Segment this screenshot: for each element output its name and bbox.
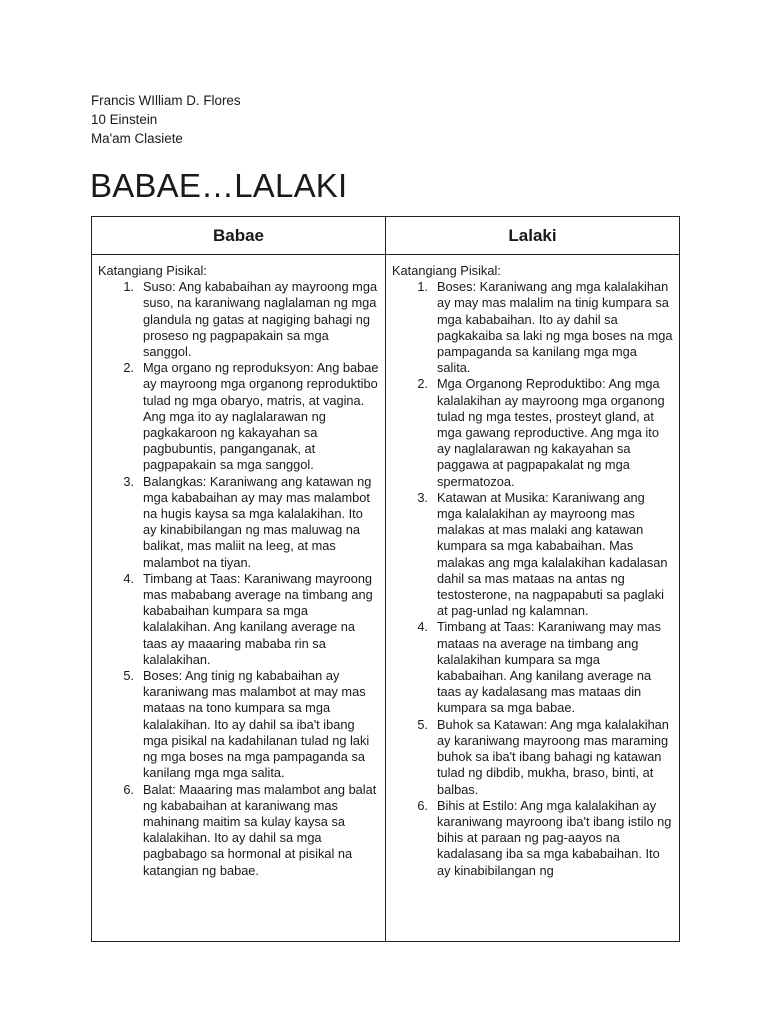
list-number: 3. — [417, 489, 428, 505]
column-header-babae: Babae — [92, 217, 386, 255]
list-text: Timbang at Taas: Karaniwang mayroong mas mababang average na timbang ang kababaihan kumpara sa mga kalalakihan. Ang kanilang average na taas ay maaaring mababa rin sa kalalakihan. — [143, 570, 373, 667]
list-text: Boses: Ang tinig ng kababaihan ay karaniwang mas malambot at may mas mataas na tono kumpara sa mga kalalakihan. Ito ay dahil sa iba't ibang mga pisikal na kadahilanan tulad ng laki ng mga boses na mga pampaganda sa kanilang mga mga salita. — [143, 668, 370, 781]
list-number: 1. — [417, 279, 428, 295]
table-header-row — [92, 217, 680, 255]
teacher-name: Ma'am Clasiete — [91, 131, 183, 146]
list-item — [98, 279, 379, 360]
list-text: Suso: Ang kababaihan ay mayroong mga suso, na karaniwang naglalaman ng mga glandula ng gatas at nagiging bahagi ng proseso ng pagpapakain sa mga sanggol. — [143, 279, 378, 360]
class-section: 10 Einstein — [91, 112, 158, 127]
list-number: 5. — [123, 668, 134, 684]
list-text: Balangkas: Karaniwang ang katawan ng mga kababaihan ay may mas malambot na hugis kaysa sa mga kalalakihan. Ito ay kinabibilangan ng mas maluwag na balikat, mas maliit na leeg, at mas malambot na tiyan. — [143, 473, 372, 570]
lalaki-list — [392, 279, 673, 879]
list-number: 1. — [123, 279, 134, 295]
list-text: Bihis at Estilo: Ang mga kalalakihan ay karaniwang mayroong iba't ibang istilo ng bihis at paraan ng pag-aayos na kadalasang iba sa mga kababaihan. Ito ay kinabibilangan ng — [437, 797, 672, 878]
lalaki-section-label: Katangiang Pisikal: — [392, 263, 501, 278]
babae-list — [98, 279, 379, 879]
list-text: Boses: Karaniwang ang mga kalalakihan ay may mas malalim na tinig kumpara sa mga kababaihan. Ito ay dahil sa pagkakaiba sa laki ng mga boses na mga pampaganda sa kanilang mga mga salita. — [437, 279, 673, 376]
list-number: 2. — [417, 376, 428, 392]
document-title: BABAE…LALAKI — [90, 167, 348, 204]
babae-content — [92, 255, 385, 941]
list-text: Balat: Maaaring mas malambot ang balat ng kababaihan at karaniwang mas mahinang maitim sa kulay kaysa sa kalalakihan. Ito ay dahil sa mga pagbabago sa hormonal at pisikal na katangian ng babae. — [143, 781, 377, 878]
list-number: 4. — [417, 619, 428, 635]
list-number: 2. — [123, 360, 134, 376]
list-item — [98, 668, 379, 781]
list-item — [392, 376, 673, 489]
list-text: Katawan at Musika: Karaniwang ang mga kalalakihan ay mayroong mas malakas at mas malaki ang katawan kumpara sa mga kababaihan. Mas malakas ang mga kalalakihan kadalasan dahil sa mas mataas na antas ng testosterone, na nagpapabuti sa paglaki at pag-unlad ng kalamnan. — [437, 489, 668, 619]
table-body-row — [92, 255, 680, 942]
list-item — [392, 279, 673, 376]
list-item — [392, 798, 673, 879]
list-item — [392, 490, 673, 620]
list-number: 6. — [417, 797, 428, 813]
list-item — [98, 474, 379, 571]
list-item — [98, 360, 379, 473]
list-item — [98, 782, 379, 879]
lalaki-cell — [386, 255, 680, 942]
lalaki-content — [386, 255, 679, 941]
list-number: 6. — [123, 781, 134, 797]
babae-section-label: Katangiang Pisikal: — [98, 263, 207, 278]
babae-cell — [92, 255, 386, 942]
list-text: Mga Organong Reproduktibo: Ang mga kalalakihan ay mayroong mga organong tulad ng mga testes, prosteyt gland, at mga gawang reproductive. Ang mga ito ay naglalarawan ng kakayahan sa paggawa at pagpapakalat ng mga spermatozoa. — [437, 376, 665, 489]
author-block — [91, 91, 241, 148]
comparison-table — [91, 216, 680, 942]
list-item — [392, 717, 673, 798]
list-number: 3. — [123, 473, 134, 489]
list-text: Mga organo ng reproduksyon: Ang babae ay mayroong mga organong reproduktibo tulad ng mga obaryo, matris, at vagina. Ang mga ito ay naglalarawan ng pagkakaroon ng kakayahan sa pagbubuntis, panganganak, at pagpapakain sa mga sanggol. — [143, 360, 379, 473]
list-number: 4. — [123, 570, 134, 586]
list-number: 5. — [417, 716, 428, 732]
list-text: Timbang at Taas: Karaniwang may mas mataas na average na timbang ang kalalakihan kumpara sa mga kababaihan. Ang kanilang average na taas ay kadalasang mas mataas din kumpara sa mga babae. — [437, 619, 662, 716]
list-text: Buhok sa Katawan: Ang mga kalalakihan ay karaniwang mayroong mas maraming buhok sa iba't ibang bahagi ng katawan tulad ng dibdib, mukha, braso, binti, at balbas. — [437, 716, 669, 797]
author-name: Francis WIlliam D. Flores — [91, 93, 241, 108]
list-item — [392, 619, 673, 716]
list-item — [98, 571, 379, 668]
column-header-lalaki: Lalaki — [386, 217, 680, 255]
